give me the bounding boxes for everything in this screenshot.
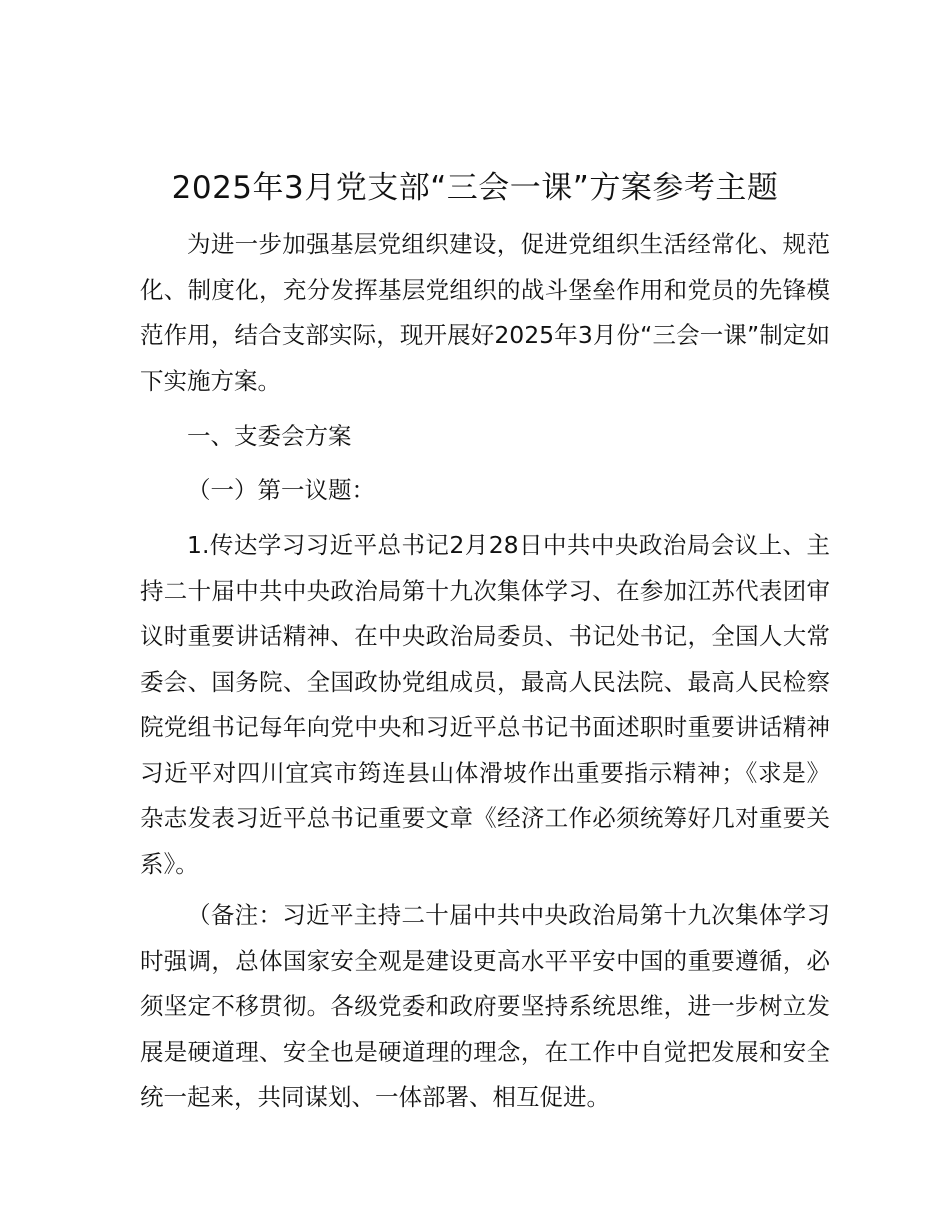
intro-paragraph: 为进一步加强基层党组织建设，促进党组织生活经常化、规范化、制度化，充分发挥基层党组织的战斗堡垒作用和党员的先锋模范作用，结合支部实际，现开展好2025年3月份“三会一课”制定如下实施方案。 xyxy=(140,230,830,395)
document-title: 2025年3月党支部“三会一课”方案参考主题 xyxy=(171,170,779,206)
section-heading: 一、支委会方案 xyxy=(187,422,352,450)
note-paragraph: （备注：习近平主持二十届中共中央政治局第十九次集体学习时强调，总体国家安全观是建设更高水平平安中国的重要遵循，必须坚定不移贯彻。各级党委和政府要坚持系统思维，进一步树立发展是硬道理、安全也是硬道理的理念，在工作中自觉把发展和安全统一起来，共同谋划、一体部署、相互促进。 xyxy=(140,901,830,1111)
item-paragraph: 1.传达学习习近平总书记2月28日中共中央政治局会议上、主持二十届中共中央政治局第十九次集体学习、在参加江苏代表团审议时重要讲话精神、在中央政治局委员、书记处书记，全国人大常委会、国务院、全国政协党组成员，最高人民法院、最高人民检察院党组书记每年向党中央和习近平总书记书面述职时重要讲话精神习近平对四川宜宾市筠连县山体滑坡作出重要指示精神；《求是》杂志发表习近平总书记重要文章《经济工作必须统筹好几对重要关系》。 xyxy=(140,531,830,878)
subsection-heading: （一）第一议题： xyxy=(187,475,375,504)
document-body xyxy=(140,222,830,1121)
